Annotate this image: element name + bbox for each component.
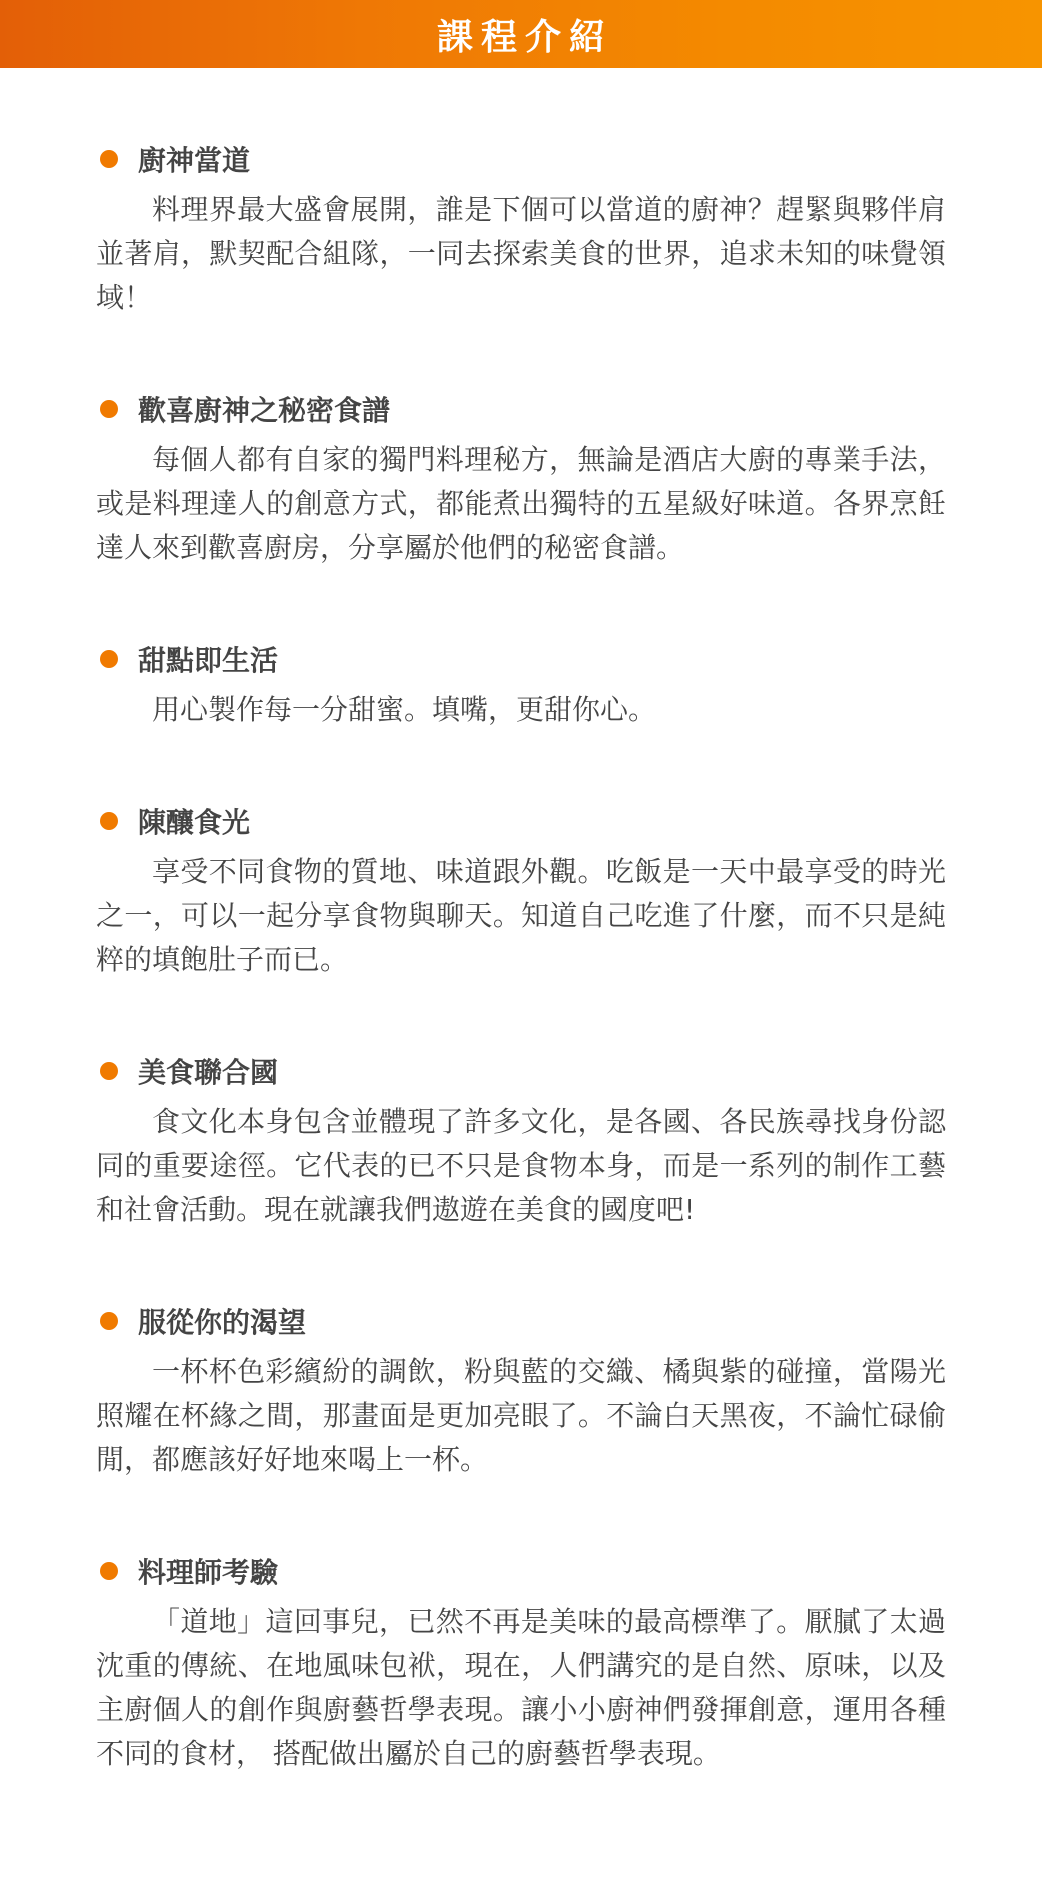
- course-heading: [96, 388, 946, 430]
- course-heading: [96, 1300, 946, 1342]
- page-title: 課程介紹: [436, 16, 613, 58]
- course-description: 食文化本身包含並體現了許多文化，是各國、各民族尋找身份認同的重要途徑。它代表的已不只是食物本身，而是一系列的制作工藝和社會活動。現在就讓我們遨遊在美食的國度吧!: [96, 1105, 946, 1226]
- course-title: 美食聯合國: [138, 1056, 279, 1089]
- bullet-icon: [100, 1562, 118, 1580]
- course-description: 每個人都有自家的獨門料理秘方，無論是酒店大廚的專業手法，或是料理達人的創意方式，都能煮出獨特的五星級好味道。各界烹飪達人來到歡喜廚房，分享屬於他們的秘密食譜。: [96, 443, 946, 564]
- course-title: 料理師考驗: [138, 1556, 279, 1589]
- course-title: 甜點即生活: [138, 644, 279, 677]
- course-description: 料理界最大盛會展開，誰是下個可以當道的廚神？趕緊與夥伴肩並著肩，默契配合組隊，一同去探索美食的世界，追求未知的味覺領域！: [96, 193, 946, 314]
- course-list: [96, 138, 946, 1844]
- bullet-icon: [100, 400, 118, 418]
- bullet-icon: [100, 812, 118, 830]
- bullet-icon: [100, 150, 118, 168]
- course-section: [96, 138, 946, 320]
- course-heading: [96, 638, 946, 680]
- course-section: [96, 638, 946, 732]
- course-section: [96, 1550, 946, 1776]
- course-title: 服從你的渴望: [138, 1306, 307, 1339]
- course-title: 陳釀食光: [138, 806, 251, 839]
- course-description: 一杯杯色彩繽紛的調飲，粉與藍的交織、橘與紫的碰撞，當陽光照耀在杯緣之間，那畫面是更加亮眼了。不論白天黑夜，不論忙碌偷閒，都應該好好地來喝上一杯。: [96, 1355, 946, 1476]
- course-heading: [96, 138, 946, 180]
- course-section: [96, 1300, 946, 1482]
- course-heading: [96, 1550, 946, 1592]
- bullet-icon: [100, 1062, 118, 1080]
- header-banner: [0, 0, 1042, 68]
- bullet-icon: [100, 650, 118, 668]
- course-title: 廚神當道: [138, 144, 251, 177]
- course-description: 「道地」這回事兒，已然不再是美味的最高標準了。厭膩了太過沈重的傳統、在地風味包袱，現在，人們講究的是自然、原味，以及主廚個人的創作與廚藝哲學表現。讓小小廚神們發揮創意，運用各種不同的食材， 搭配做出屬於自己的廚藝哲學表現。: [96, 1605, 946, 1770]
- course-description: 用心製作每一分甜蜜。填嘴，更甜你心。: [152, 693, 657, 726]
- course-title: 歡喜廚神之秘密食譜: [138, 394, 391, 427]
- course-section: [96, 388, 946, 570]
- course-section: [96, 1050, 946, 1232]
- course-heading: [96, 1050, 946, 1092]
- course-description: 享受不同食物的質地、味道跟外觀。吃飯是一天中最享受的時光之一，可以一起分享食物與聊天。知道自己吃進了什麼，而不只是純粹的填飽肚子而已。: [96, 855, 946, 976]
- bullet-icon: [100, 1312, 118, 1330]
- course-section: [96, 800, 946, 982]
- course-heading: [96, 800, 946, 842]
